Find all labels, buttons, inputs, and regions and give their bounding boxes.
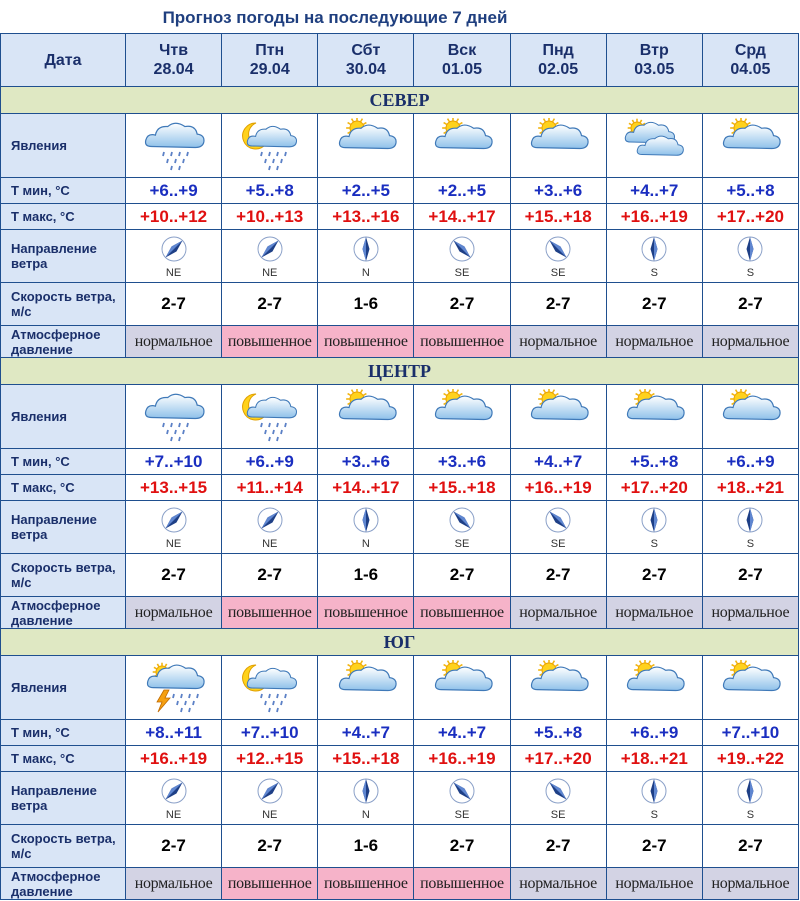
sun-two-clouds-icon [606, 114, 702, 178]
tmin-value: +2..+5 [318, 178, 414, 204]
wind-direction-label: Направление ветра [1, 772, 126, 825]
region-name: ЦЕНТР [1, 358, 799, 385]
sun-cloud-icon [510, 114, 606, 178]
wind-direction-label: Направление ветра [1, 501, 126, 554]
tmax-value: +15..+18 [318, 746, 414, 772]
wind-speed-value: 2-7 [510, 554, 606, 597]
pressure-value: нормальное [606, 868, 702, 900]
wind-arrow-icon [157, 251, 191, 268]
day-of-week: Птн [255, 42, 285, 59]
wind-direction-cell [702, 230, 798, 283]
day-of-week: Вск [447, 42, 477, 59]
wind-direction-cell [414, 501, 510, 554]
pressure-value: нормальное [606, 597, 702, 629]
wind-direction-cell [222, 230, 318, 283]
wind-direction-value: SE [550, 808, 566, 821]
wind-speed-value: 2-7 [414, 554, 510, 597]
pressure-value: нормальное [510, 868, 606, 900]
wind-arrow-icon [349, 251, 383, 268]
pressure-value: нормальное [702, 597, 798, 629]
wind-direction-value: S [746, 266, 755, 279]
wind-direction-row [1, 230, 799, 283]
day-header-0 [126, 34, 222, 87]
tmin-label: Т мин, °С [1, 178, 126, 204]
day-date: 01.05 [441, 61, 483, 78]
wind-arrow-icon [733, 793, 767, 810]
wind-direction-value: NE [165, 537, 182, 550]
wind-arrow-icon [733, 522, 767, 539]
wind-direction-value: NE [262, 266, 278, 279]
wind-speed-label: Скорость ветра, м/с [1, 283, 126, 326]
tmin-value: +3..+6 [318, 449, 414, 475]
sun-cloud-icon [318, 114, 414, 178]
wind-arrow-icon [541, 793, 575, 810]
wind-direction-value: S [746, 537, 755, 550]
sun-cloud-icon [606, 656, 702, 720]
tmax-row [1, 475, 799, 501]
wind-arrow-icon [445, 793, 479, 810]
wind-arrow-icon [733, 251, 767, 268]
pressure-value: повышенное [414, 597, 510, 629]
wind-speed-value: 2-7 [702, 554, 798, 597]
tmin-value: +8..+11 [126, 720, 222, 746]
forecast-table [0, 33, 799, 900]
wind-direction-cell [702, 772, 798, 825]
tmin-value: +6..+9 [606, 720, 702, 746]
wind-speed-row [1, 283, 799, 326]
tmin-value: +2..+5 [414, 178, 510, 204]
tmin-value: +4..+7 [510, 449, 606, 475]
tmax-value: +16..+19 [126, 746, 222, 772]
wind-direction-cell [510, 772, 606, 825]
tmin-value: +4..+7 [606, 178, 702, 204]
page-title: Прогноз погоды на последующие 7 дней [162, 8, 508, 27]
pressure-label: Атмосферное давление [1, 326, 126, 358]
pressure-value: повышенное [318, 597, 414, 629]
wind-direction-cell [606, 501, 702, 554]
cloud-rain-icon [126, 385, 222, 449]
wind-direction-cell [318, 501, 414, 554]
tmax-value: +16..+19 [510, 475, 606, 501]
wind-direction-value: S [650, 537, 658, 550]
wind-speed-value: 2-7 [126, 554, 222, 597]
tmin-row [1, 178, 799, 204]
pressure-value: повышенное [318, 868, 414, 900]
pressure-value: нормальное [702, 868, 798, 900]
wind-arrow-icon [349, 793, 383, 810]
wind-direction-cell [414, 230, 510, 283]
wind-arrow-icon [541, 251, 575, 268]
tmax-row [1, 746, 799, 772]
tmax-value: +15..+18 [414, 475, 510, 501]
tmax-value: +16..+19 [606, 204, 702, 230]
day-date: 03.05 [634, 61, 675, 78]
wind-direction-cell [702, 501, 798, 554]
tmin-value: +7..+10 [222, 720, 318, 746]
wind-speed-value: 2-7 [126, 825, 222, 868]
day-header-1 [222, 34, 318, 87]
tmax-value: +18..+21 [702, 475, 798, 501]
pressure-value: нормальное [606, 326, 702, 358]
wind-arrow-icon [253, 522, 287, 539]
tmin-row [1, 720, 799, 746]
day-date: 29.04 [249, 61, 290, 78]
phenomena-label: Явления [1, 656, 126, 720]
wind-direction-row [1, 501, 799, 554]
wind-speed-value: 2-7 [702, 825, 798, 868]
cloud-rain-icon [126, 114, 222, 178]
wind-speed-row [1, 825, 799, 868]
wind-arrow-icon [445, 522, 479, 539]
tmax-value: +10..+12 [126, 204, 222, 230]
wind-direction-value: N [361, 808, 370, 821]
tmax-value: +18..+21 [606, 746, 702, 772]
phenomena-label: Явления [1, 114, 126, 178]
pressure-row [1, 868, 799, 900]
pressure-value: нормальное [510, 326, 606, 358]
sun-cloud-icon [510, 385, 606, 449]
tmax-value: +12..+15 [222, 746, 318, 772]
moon-cloud-rain-icon [222, 385, 318, 449]
wind-direction-value: NE [262, 808, 278, 821]
date-header-label: Дата [1, 34, 126, 87]
tmax-label: Т макс, °С [1, 204, 126, 230]
wind-direction-value: SE [454, 266, 470, 279]
wind-speed-value: 2-7 [702, 283, 798, 326]
wind-direction-value: SE [454, 808, 470, 821]
wind-speed-value: 2-7 [606, 554, 702, 597]
date-header-row [1, 34, 799, 87]
sun-cloud-icon [702, 656, 798, 720]
phenomena-row [1, 114, 799, 178]
tmin-value: +4..+7 [414, 720, 510, 746]
day-of-week: Срд [734, 42, 766, 59]
wind-direction-cell [126, 501, 222, 554]
wind-speed-value: 2-7 [606, 283, 702, 326]
wind-direction-value: SE [454, 537, 470, 550]
tmin-label: Т мин, °С [1, 720, 126, 746]
wind-direction-value: N [361, 266, 370, 279]
region-header-row [1, 629, 799, 656]
wind-direction-value: NE [262, 537, 278, 550]
tmax-label: Т макс, °С [1, 475, 126, 501]
wind-direction-cell [318, 772, 414, 825]
day-date: 02.05 [538, 61, 579, 78]
tmin-value: +7..+10 [126, 449, 222, 475]
sun-cloud-icon [414, 656, 510, 720]
tmax-row [1, 204, 799, 230]
pressure-row [1, 326, 799, 358]
tmax-value: +17..+20 [702, 204, 798, 230]
region-name: СЕВЕР [1, 87, 799, 114]
pressure-value: повышенное [414, 868, 510, 900]
wind-arrow-icon [637, 793, 671, 810]
tmin-value: +5..+8 [222, 178, 318, 204]
tmin-value: +5..+8 [606, 449, 702, 475]
wind-direction-value: SE [550, 537, 566, 550]
wind-speed-value: 2-7 [126, 283, 222, 326]
day-of-week: Втр [639, 42, 669, 59]
wind-direction-cell [126, 230, 222, 283]
wind-speed-value: 1-6 [318, 825, 414, 868]
wind-direction-value: S [746, 808, 755, 821]
tmax-value: +17..+20 [606, 475, 702, 501]
tmax-value: +14..+17 [414, 204, 510, 230]
wind-speed-value: 2-7 [414, 283, 510, 326]
wind-speed-value: 1-6 [318, 283, 414, 326]
wind-speed-label: Скорость ветра, м/с [1, 825, 126, 868]
tmin-row [1, 449, 799, 475]
sun-cloud-icon [318, 656, 414, 720]
wind-direction-row [1, 772, 799, 825]
wind-arrow-icon [541, 522, 575, 539]
wind-direction-value: S [650, 266, 658, 279]
pressure-label: Атмосферное давление [1, 868, 126, 900]
wind-arrow-icon [445, 251, 479, 268]
wind-speed-value: 2-7 [414, 825, 510, 868]
wind-speed-value: 2-7 [222, 825, 318, 868]
tmax-value: +15..+18 [510, 204, 606, 230]
day-header-3 [414, 34, 510, 87]
sun-cloud-icon [510, 656, 606, 720]
pressure-value: повышенное [222, 597, 318, 629]
pressure-value: повышенное [414, 326, 510, 358]
wind-direction-cell [222, 501, 318, 554]
tmin-value: +7..+10 [702, 720, 798, 746]
sun-cloud-icon [318, 385, 414, 449]
wind-direction-cell [510, 230, 606, 283]
wind-speed-value: 2-7 [606, 825, 702, 868]
wind-arrow-icon [253, 251, 287, 268]
phenomena-row [1, 656, 799, 720]
pressure-value: повышенное [222, 326, 318, 358]
tmax-value: +11..+14 [222, 475, 318, 501]
tmax-value: +10..+13 [222, 204, 318, 230]
wind-direction-cell [510, 501, 606, 554]
tmin-value: +4..+7 [318, 720, 414, 746]
day-date: 30.04 [345, 61, 386, 78]
wind-direction-value: NE [165, 266, 182, 279]
wind-arrow-icon [637, 251, 671, 268]
wind-direction-cell [222, 772, 318, 825]
day-of-week: Чтв [159, 42, 189, 59]
tmin-value: +3..+6 [510, 178, 606, 204]
moon-cloud-rain-icon [222, 656, 318, 720]
wind-direction-cell [414, 772, 510, 825]
tmin-value: +3..+6 [414, 449, 510, 475]
tmin-value: +5..+8 [510, 720, 606, 746]
pressure-value: нормальное [510, 597, 606, 629]
wind-direction-cell [126, 772, 222, 825]
tmax-value: +17..+20 [510, 746, 606, 772]
region-header-row [1, 87, 799, 114]
wind-direction-value: NE [165, 808, 182, 821]
pressure-value: нормальное [126, 597, 222, 629]
day-header-4 [510, 34, 606, 87]
sun-cloud-icon [702, 114, 798, 178]
pressure-value: повышенное [222, 868, 318, 900]
tmax-value: +16..+19 [414, 746, 510, 772]
wind-direction-value: N [361, 537, 370, 550]
sun-cloud-icon [702, 385, 798, 449]
tmin-value: +5..+8 [702, 178, 798, 204]
wind-speed-value: 2-7 [222, 554, 318, 597]
wind-direction-value: S [650, 808, 658, 821]
wind-arrow-icon [349, 522, 383, 539]
tmax-label: Т макс, °С [1, 746, 126, 772]
wind-direction-value: SE [550, 266, 566, 279]
pressure-value: нормальное [126, 326, 222, 358]
day-date: 04.05 [730, 61, 771, 78]
phenomena-label: Явления [1, 385, 126, 449]
pressure-label: Атмосферное давление [1, 597, 126, 629]
wind-direction-label: Направление ветра [1, 230, 126, 283]
tmin-label: Т мин, °С [1, 449, 126, 475]
day-date: 28.04 [153, 61, 194, 78]
tmin-value: +6..+9 [126, 178, 222, 204]
pressure-value: нормальное [126, 868, 222, 900]
wind-speed-value: 2-7 [510, 283, 606, 326]
wind-arrow-icon [637, 522, 671, 539]
wind-direction-cell [606, 772, 702, 825]
wind-arrow-icon [157, 793, 191, 810]
pressure-value: повышенное [318, 326, 414, 358]
region-header-row [1, 358, 799, 385]
tmax-value: +14..+17 [318, 475, 414, 501]
wind-direction-cell [606, 230, 702, 283]
tmin-value: +6..+9 [222, 449, 318, 475]
wind-arrow-icon [253, 793, 287, 810]
wind-speed-value: 2-7 [510, 825, 606, 868]
day-of-week: Пнд [542, 42, 574, 59]
sun-cloud-icon [414, 114, 510, 178]
tmax-value: +13..+15 [126, 475, 222, 501]
sun-cloud-icon [606, 385, 702, 449]
phenomena-row [1, 385, 799, 449]
tmax-value: +13..+16 [318, 204, 414, 230]
wind-speed-value: 2-7 [222, 283, 318, 326]
tmax-value: +19..+22 [702, 746, 798, 772]
pressure-value: нормальное [702, 326, 798, 358]
wind-direction-cell [318, 230, 414, 283]
wind-arrow-icon [157, 522, 191, 539]
day-header-5 [606, 34, 702, 87]
tmin-value: +6..+9 [702, 449, 798, 475]
day-header-2 [318, 34, 414, 87]
wind-speed-row [1, 554, 799, 597]
day-header-6 [702, 34, 798, 87]
region-name: ЮГ [1, 629, 799, 656]
wind-speed-label: Скорость ветра, м/с [1, 554, 126, 597]
day-of-week: Сбт [351, 42, 381, 59]
pressure-row [1, 597, 799, 629]
moon-cloud-rain-icon [222, 114, 318, 178]
wind-speed-value: 1-6 [318, 554, 414, 597]
sun-cloud-icon [414, 385, 510, 449]
thunderstorm-icon [126, 656, 222, 720]
